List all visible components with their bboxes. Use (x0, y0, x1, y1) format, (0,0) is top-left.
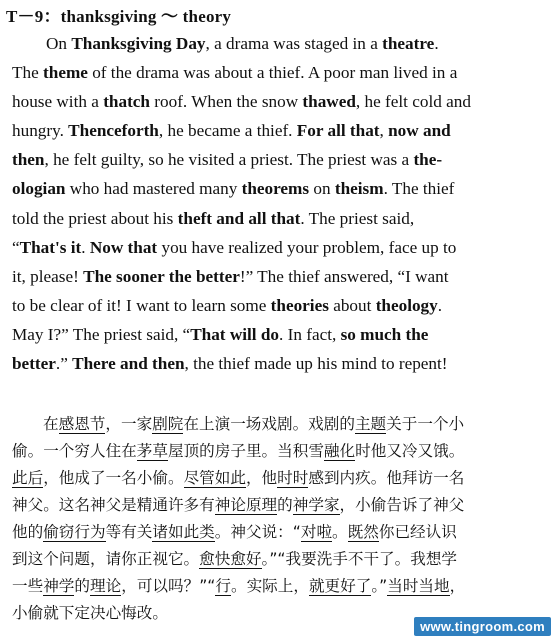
text-segment: , (379, 121, 389, 141)
english-line (12, 174, 542, 203)
underlined-term: 就更好了 (308, 577, 372, 595)
underlined-term: 感恩节 (58, 415, 106, 433)
watermark: www.tingroom.com (414, 617, 551, 636)
english-line (12, 233, 542, 262)
text-segment: 神父。这名神父是精通许多有 (12, 496, 215, 514)
underlined-term: 时时 (277, 469, 309, 487)
text-segment: 等有关 (105, 523, 153, 541)
underlined-term: 主题 (354, 415, 387, 433)
text-segment: 屋顶的房子里。当积雪 (167, 442, 324, 460)
text-segment: 他的 (12, 523, 44, 541)
vocab-term: theme (43, 63, 88, 83)
underlined-term: 对啦 (300, 523, 333, 541)
vocab-term: now and (388, 121, 451, 141)
vocab-term: theology (375, 295, 438, 315)
text-segment: 到这个问题，请你正视它。 (12, 550, 200, 568)
text-segment: 偷。一个穷人住在 (12, 442, 137, 460)
text-segment: .” (55, 354, 73, 374)
vocab-term: thawed (302, 92, 356, 112)
text-segment: 。神父说：“ (214, 523, 301, 541)
underlined-term: 茅草 (136, 442, 168, 460)
text-segment: . The thief (383, 179, 455, 199)
chinese-line (12, 465, 542, 492)
underlined-term: 神论 (214, 496, 246, 514)
text-segment: 关于一个小 (386, 415, 465, 433)
underlined-term: 理论 (90, 577, 122, 595)
vocab-term: That will do (190, 324, 280, 344)
text-segment: !” The thief answered, “I want (239, 266, 449, 286)
underlined-term: 神学家 (292, 496, 340, 514)
english-line (12, 87, 542, 116)
vocab-term: Thanksgiving Day (71, 34, 206, 53)
text-segment: 你已经认识 (378, 523, 457, 541)
underlined-term: 尽管如此 (183, 469, 246, 487)
vocab-term: better (12, 354, 56, 374)
text-segment: , a drama was staged in a (205, 34, 383, 53)
vocab-term: theft and all that (177, 208, 301, 228)
text-segment: house with a (12, 92, 104, 112)
text-segment: The (12, 63, 44, 83)
english-line (12, 58, 542, 87)
chinese-translation (12, 411, 542, 627)
text-segment: ，他 (245, 469, 278, 487)
text-segment: , the thief made up his mind to repent! (184, 354, 448, 374)
text-segment: 的 (277, 496, 293, 514)
text-segment: 。实际上， (230, 577, 309, 595)
vocab-term: The sooner the better (83, 266, 240, 286)
text-segment: 感到内疚。他拜访一名 (308, 469, 465, 487)
text-segment: 一些 (12, 577, 44, 595)
text-segment: “ (12, 237, 20, 257)
underlined-term: 诸如此类 (152, 523, 215, 541)
english-line (12, 349, 542, 378)
chinese-line (12, 438, 542, 465)
text-segment: . (434, 34, 439, 53)
text-segment: 的 (74, 577, 91, 595)
vocab-term: That's it (19, 237, 82, 257)
text-segment: 。” (371, 577, 388, 595)
text-segment: on (309, 179, 335, 199)
vocab-term: ologian (12, 179, 66, 199)
vocab-term: so much the (340, 324, 429, 344)
vocab-term: thatch (103, 92, 150, 112)
vocab-term: There and then (72, 354, 185, 374)
english-line (12, 204, 542, 233)
vocab-term: the- (413, 150, 443, 170)
english-line (12, 262, 542, 291)
underlined-term: 行 (215, 577, 231, 595)
underlined-term: 此后 (12, 469, 44, 487)
underlined-term: 融化 (323, 442, 356, 460)
text-segment: . In fact, (279, 324, 341, 344)
text-segment: who had mastered many (65, 179, 242, 199)
english-passage (12, 29, 542, 378)
text-segment: ， (449, 577, 466, 595)
text-segment: of the drama was about a thief. A poor man lived in a (87, 63, 458, 83)
text-segment: , he felt cold and (355, 92, 471, 112)
lesson-title: T－9：thanksgiving ～ theory (6, 7, 232, 26)
underlined-term: 原理 (245, 496, 278, 514)
underlined-term: 神学 (43, 577, 75, 595)
text-segment: it, please! (12, 266, 84, 286)
text-segment: told the priest about his (12, 208, 178, 228)
english-line (12, 320, 542, 349)
vocab-term: theories (270, 295, 329, 315)
chinese-line (12, 519, 542, 546)
underlined-term: 剧院 (152, 415, 184, 433)
text-segment: ，他成了一名小偷。 (43, 469, 184, 487)
underlined-term: 愈快愈好 (199, 550, 262, 568)
text-segment: . (81, 237, 90, 257)
text-segment: 。”“我要洗手不干了。我想学 (261, 550, 458, 568)
text-segment: ，一家 (105, 415, 153, 433)
vocab-term: theism (334, 179, 384, 199)
text-segment: to be clear of it! I want to learn some (12, 295, 271, 315)
underlined-term: 既然 (347, 523, 379, 541)
text-segment: On (46, 34, 72, 53)
text-segment: . The priest said, (300, 208, 415, 228)
underlined-term: 偷窃行为 (43, 523, 106, 541)
english-line (12, 29, 542, 58)
chinese-line (12, 573, 542, 600)
text-segment: you have realized your problem, face up to (157, 237, 457, 257)
text-segment: hungry. (12, 121, 69, 141)
text-segment: 在 (43, 415, 59, 433)
vocab-term: For all that (296, 121, 380, 141)
text-segment: . (437, 295, 443, 315)
text-segment: 时他又冷又饿。 (355, 442, 465, 460)
text-segment: ，可以吗？”“ (121, 577, 216, 595)
english-line (12, 291, 542, 320)
english-line (12, 145, 542, 174)
chinese-line (12, 546, 542, 573)
chinese-line (12, 411, 542, 438)
text-segment: , he became a thief. (158, 121, 297, 141)
vocab-term: then (12, 150, 45, 170)
underlined-term: 当时当地 (387, 577, 450, 595)
text-segment: 。 (332, 523, 348, 541)
text-segment: 小偷就下定决心悔改。 (12, 604, 168, 622)
vocab-term: theatre (382, 34, 435, 53)
text-segment: ，小偷告诉了神父 (339, 496, 465, 514)
chinese-line (12, 492, 542, 519)
vocab-term: Now that (89, 237, 158, 257)
text-segment: roof. When the snow (149, 92, 303, 112)
text-segment: May I?” The priest said, “ (12, 324, 191, 344)
text-segment: 在上演一场戏剧。戏剧的 (183, 415, 355, 433)
text-segment: about (328, 295, 376, 315)
vocab-term: theorems (241, 179, 310, 199)
text-segment: , he felt guilty, so he visited a priest. The priest was a (44, 150, 414, 170)
vocab-term: Thenceforth (68, 121, 159, 141)
english-line (12, 116, 542, 145)
